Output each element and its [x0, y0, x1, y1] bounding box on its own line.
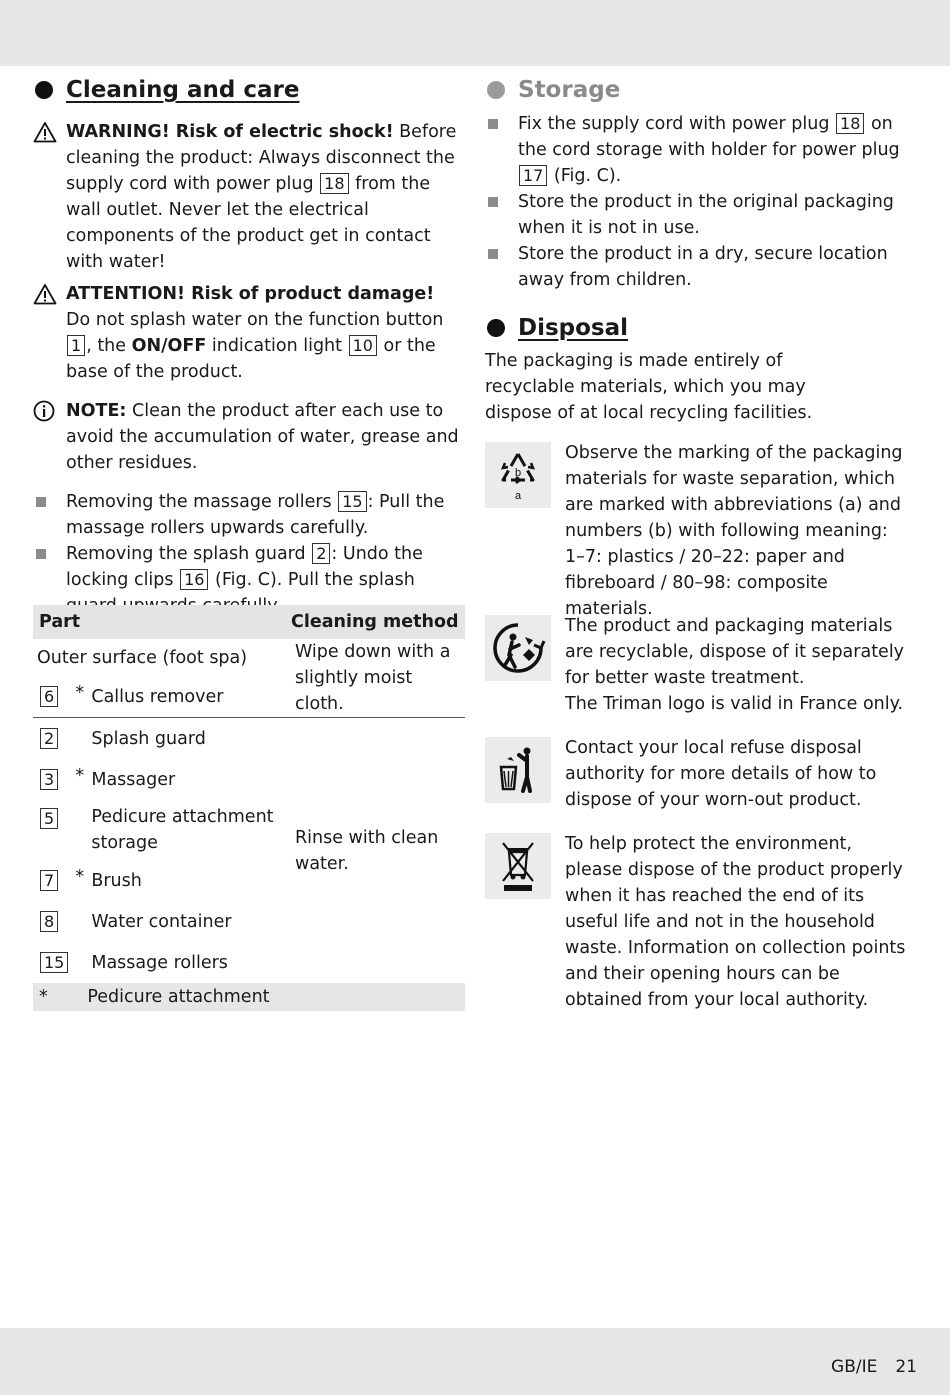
ref-number: 15	[338, 491, 366, 512]
ref-number: 1	[67, 335, 85, 356]
warning-notice: WARNING! Risk of electric shock! Before cleaning the product: Always disconnect the supply cord with power plug 18 from the wall outlet. Never let the electrical components of the product get in contact with water!	[33, 119, 465, 275]
disposal-item-bin: Contact your local refuse disposal authority for more details of how to dispose of your worn-out product.	[485, 735, 910, 820]
square-bullet-icon	[36, 497, 46, 507]
disposal-intro: The packaging is made entirely of recyclable materials, which you may dispose of at local recycling facilities.	[485, 351, 813, 423]
bullet-dot-icon	[487, 319, 505, 337]
header-band	[0, 0, 950, 66]
triman-logo-icon	[485, 615, 551, 681]
table-header-row	[33, 605, 465, 639]
warning-triangle-icon	[33, 121, 57, 143]
list-item: Fix the supply cord with power plug 18 on the cord storage with holder for power plug 17 (Fig. C).	[485, 111, 915, 189]
disposal-item-triman: The product and packaging materials are recyclable, dispose of it separately for better waste treatment. The Triman logo is valid in France only.	[485, 613, 910, 723]
list-item: Store the product in the original packaging when it is not in use.	[485, 189, 915, 241]
square-bullet-icon	[36, 549, 46, 559]
bullet-dot-icon	[487, 81, 505, 99]
list-item: Removing the massage rollers 15 : Pull the massage rollers upwards carefully.	[33, 489, 465, 541]
note-notice: NOTE: Clean the product after each use to avoid the accumulation of water, grease and other residues.	[33, 398, 465, 476]
page-number: 21	[895, 1357, 917, 1377]
ref-number: 2	[40, 728, 58, 749]
ref-number: 3	[40, 769, 58, 790]
storage-heading: Storage	[485, 75, 915, 105]
table-row: 7 * Brush	[33, 860, 465, 901]
ref-number: 7	[40, 870, 58, 891]
table-row: Outer surface (foot spa) Wipe down with a slightly moist cloth.	[33, 639, 465, 676]
ref-number: 10	[349, 335, 377, 356]
disposal-item-weee: To help protect the environment, please dispose of the product properly when it has reached the end of its useful life and not in the household waste. Information on collection points and their opening hours can be obtained from your local authority.	[485, 831, 910, 991]
warning-triangle-icon	[33, 283, 57, 305]
page-footer	[831, 1354, 917, 1380]
recycling-code-a: a	[514, 490, 522, 502]
info-icon	[33, 400, 55, 422]
cleaning-heading: Cleaning and care	[33, 75, 465, 105]
disposal-item-recycling: b a Observe the marking of the packaging materials for waste separation, which are marked with abbreviations (a) and numbers (b) with following meaning: 1–7: plastics / 20–22: paper and fibreboard / 80–98: composite materials.	[485, 440, 910, 595]
table-row: 3 * Massager	[33, 759, 465, 800]
table-row: 6 * Callus remover	[33, 676, 465, 718]
ref-number: 2	[312, 543, 330, 564]
list-item: Removing the splash guard 2 : Undo the locking clips 16 (Fig. C). Pull the splash	[33, 541, 465, 619]
disposal-section	[485, 313, 915, 426]
ref-number: 17	[519, 165, 547, 186]
method-cell: Rinse with clean water.	[295, 827, 439, 874]
table-footnote-row: * Pedicure attachment	[33, 983, 465, 1011]
cleaning-section	[33, 75, 465, 619]
language-code: GB/IE	[831, 1357, 878, 1377]
table-row: 15 Massage rollers	[33, 942, 465, 983]
storage-section	[485, 75, 915, 293]
ref-number: 5	[40, 808, 58, 829]
recycling-symbol-icon	[485, 442, 551, 508]
ref-number: 6	[40, 686, 58, 707]
cleaning-steps	[33, 489, 465, 619]
ref-number: 8	[40, 911, 58, 932]
ref-number: 18	[320, 173, 348, 194]
square-bullet-icon	[488, 197, 498, 207]
square-bullet-icon	[488, 119, 498, 129]
ref-number: 16	[180, 569, 208, 590]
recycling-code-b: b	[514, 467, 522, 479]
table-row: 8 Water container	[33, 901, 465, 942]
square-bullet-icon	[488, 249, 498, 259]
ref-number: 15	[40, 952, 68, 973]
crossed-bin-icon	[485, 833, 551, 899]
bullet-dot-icon	[35, 81, 53, 99]
method-cell: Wipe down with a slightly moist cloth.	[285, 639, 465, 718]
cleaning-table	[33, 605, 465, 1011]
attention-notice: ATTENTION! Risk of product damage! Do not splash water on the function button 1 , the ON/OFF indication light 10 or the base of the product.	[33, 281, 465, 385]
column-header-method: Cleaning method	[285, 605, 465, 639]
table-row: 2 Splash guard Rinse with clean water.	[33, 718, 465, 760]
ref-number: 18	[836, 113, 864, 134]
tidyman-bin-icon	[485, 737, 551, 803]
storage-list	[485, 111, 915, 293]
footer-band	[0, 1328, 950, 1395]
column-header-part: Part	[33, 605, 285, 639]
list-item: Store the product in a dry, secure location away from children.	[485, 241, 915, 293]
table-row: 5 Pedicure attachment storage	[33, 800, 465, 860]
disposal-heading: Disposal	[485, 313, 915, 343]
